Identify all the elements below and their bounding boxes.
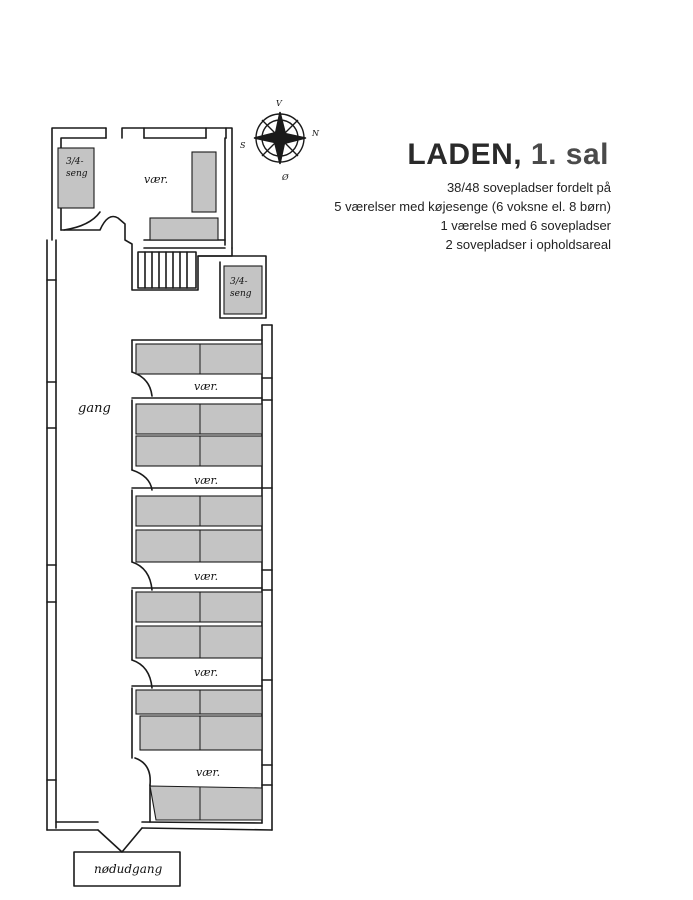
compass-rose — [254, 112, 306, 164]
bunk-5a — [140, 716, 262, 750]
corridor-label: gang — [78, 401, 111, 416]
room-label-3: vær. — [194, 570, 219, 583]
bunk-3b — [136, 592, 262, 622]
compass-south: S — [240, 141, 246, 150]
door-swing-2 — [132, 470, 152, 490]
compass-north: N — [312, 129, 319, 138]
left-windows — [47, 280, 56, 780]
bed-top-label-1: 3/4- — [66, 157, 84, 167]
stair-steps — [145, 252, 187, 288]
compass-west: V — [276, 99, 282, 108]
bed-top-label-2: seng — [66, 169, 88, 179]
top-room-label: vær. — [144, 173, 169, 186]
wall-left — [47, 240, 56, 830]
info-line-2: 5 værelser med køjesenge (6 voksne el. 8 børn) — [334, 199, 611, 214]
door-swing-1 — [132, 372, 152, 396]
bed-top-bottom — [150, 218, 218, 240]
wall-bottom — [47, 822, 272, 830]
room-label-1: vær. — [194, 380, 219, 393]
room-label-4: vær. — [194, 666, 219, 679]
bed-mid-label-2: seng — [230, 289, 252, 299]
bunk-4a — [136, 626, 262, 658]
title-main: LADEN, — [407, 138, 523, 171]
right-windows — [262, 325, 272, 785]
door-swing-4 — [132, 660, 152, 688]
title-floor: 1. sal — [522, 138, 609, 171]
bunk-4b — [136, 690, 262, 714]
bunk-1b — [136, 404, 262, 434]
room-label-5: vær. — [196, 766, 221, 779]
room-label-2: vær. — [194, 474, 219, 487]
bunk-3a — [136, 530, 262, 562]
bed-top-right — [192, 152, 216, 212]
door-swing-top — [64, 212, 100, 230]
top-windows — [106, 128, 226, 138]
info-line-1: 38/48 sovepladser fordelt på — [446, 180, 611, 195]
bunk-2a — [136, 436, 262, 466]
info-line-4: 2 sovepladser i opholdsareal — [445, 237, 611, 252]
wall-top-room-bottom — [144, 240, 225, 248]
compass-east: Ø — [282, 173, 289, 182]
door-swing-3 — [132, 562, 152, 590]
exit-door — [98, 828, 142, 852]
exit-label: nødudgang — [94, 862, 163, 876]
bunk-2b — [136, 496, 262, 526]
door-swing-5 — [135, 758, 150, 785]
info-line-3: 1 værelse med 6 sovepladser — [440, 218, 611, 233]
bunk-1a — [136, 344, 262, 374]
bunk-5b — [150, 786, 262, 820]
bed-mid-label-1: 3/4- — [230, 277, 248, 287]
